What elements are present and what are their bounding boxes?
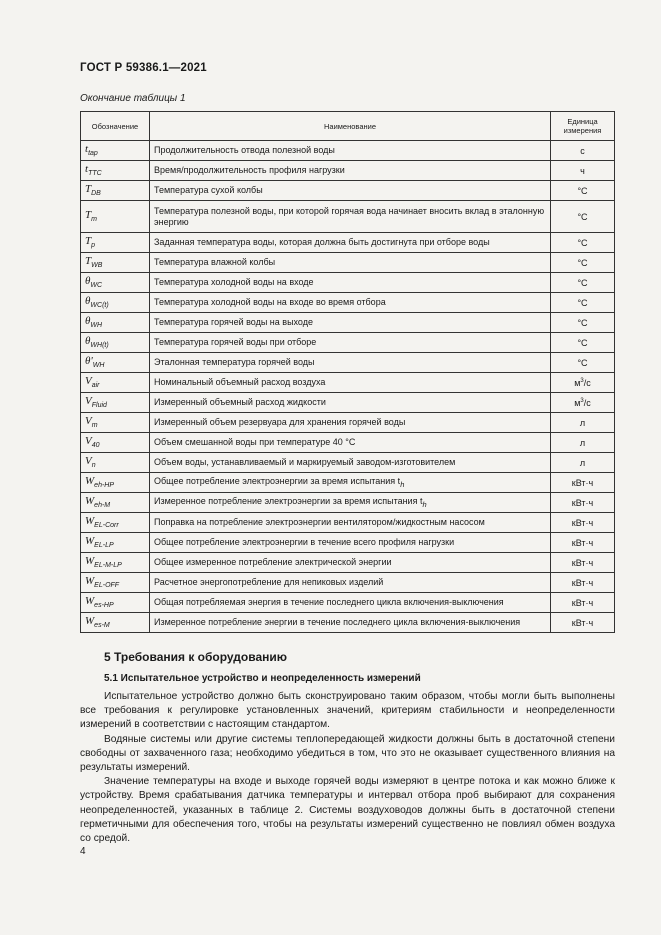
symbol-cell: $T_{WB}$ bbox=[81, 253, 150, 273]
name-cell: Продолжительность отвода полезной воды bbox=[150, 141, 551, 161]
paragraph: Водяные системы или другие системы теплопередающей жидкости должны быть в достаточной степени свободны от захваченного газа; необходимо убедиться в том, что это не оказывает существенного влияния на результаты измерений. bbox=[80, 733, 615, 774]
symbol-cell: $W_{EL-LP}$ bbox=[81, 533, 150, 553]
table-body bbox=[81, 141, 615, 633]
unit-cell: кВт·ч bbox=[551, 613, 615, 633]
symbol-cell: $V_{40}$ bbox=[81, 433, 150, 453]
subsection-title: 5.1 Испытательное устройство и неопределенность измерений bbox=[104, 673, 421, 684]
symbol-cell: $T_m$ bbox=[81, 201, 150, 233]
table-row bbox=[81, 161, 615, 181]
symbol-cell: $t_{TTC}$ bbox=[81, 161, 150, 181]
table-row bbox=[81, 553, 615, 573]
name-cell: Температура полезной воды, при которой горячая вода начинает вносить вклад в эталонную энергию bbox=[150, 201, 551, 233]
name-cell: Время/продолжительность профиля нагрузки bbox=[150, 161, 551, 181]
unit-cell: °C bbox=[551, 353, 615, 373]
symbol-cell: $\theta_{WC(t)}$ bbox=[81, 293, 150, 313]
table-header-row bbox=[81, 112, 615, 141]
name-cell: Заданная температура воды, которая должна быть достигнута при отборе воды bbox=[150, 233, 551, 253]
unit-cell: °C bbox=[551, 313, 615, 333]
table-row bbox=[81, 313, 615, 333]
symbol-cell: $W_{EL-M-LP}$ bbox=[81, 553, 150, 573]
symbol-cell: $W_{eh-HP}$ bbox=[81, 473, 150, 493]
table-row bbox=[81, 593, 615, 613]
table-row bbox=[81, 493, 615, 513]
name-cell: Общее потребление электроэнергии в течение всего профиля нагрузки bbox=[150, 533, 551, 553]
name-cell: Общее потребление электроэнергии за время испытания $t_h$ bbox=[150, 473, 551, 493]
table-row bbox=[81, 273, 615, 293]
symbol-cell: $W_{es-M}$ bbox=[81, 613, 150, 633]
section-body bbox=[80, 690, 615, 846]
unit-cell: ч bbox=[551, 161, 615, 181]
name-cell: Общее измеренное потребление электрической энергии bbox=[150, 553, 551, 573]
name-cell: Номинальный объемный расход воздуха bbox=[150, 373, 551, 393]
symbol-cell: $W_{EL-OFF}$ bbox=[81, 573, 150, 593]
name-cell: Измеренное потребление энергии в течение последнего цикла включения-выключения bbox=[150, 613, 551, 633]
table-row bbox=[81, 473, 615, 493]
symbol-cell: $V_{Fluid}$ bbox=[81, 393, 150, 413]
name-cell: Измеренный объем резервуара для хранения горячей воды bbox=[150, 413, 551, 433]
symbol-cell: $t_{tap}$ bbox=[81, 141, 150, 161]
table-row bbox=[81, 353, 615, 373]
page-number: 4 bbox=[80, 846, 86, 857]
unit-cell: °C bbox=[551, 181, 615, 201]
unit-cell: л bbox=[551, 433, 615, 453]
name-cell: Температура сухой колбы bbox=[150, 181, 551, 201]
section-title: 5 Требования к оборудованию bbox=[104, 650, 287, 664]
unit-cell: кВт·ч bbox=[551, 533, 615, 553]
symbol-cell: $\theta'_{WH}$ bbox=[81, 353, 150, 373]
column-header-name: Наименование bbox=[150, 112, 551, 141]
symbol-cell: $W_{EL-Corr}$ bbox=[81, 513, 150, 533]
symbol-cell: $V_m$ bbox=[81, 413, 150, 433]
name-cell: Измеренное потребление электроэнергии за время испытания $t_h$ bbox=[150, 493, 551, 513]
table-row bbox=[81, 201, 615, 233]
symbol-cell: $\theta_{WC}$ bbox=[81, 273, 150, 293]
unit-cell: $м^3/с$ bbox=[551, 373, 615, 393]
unit-cell: кВт·ч bbox=[551, 593, 615, 613]
table-row bbox=[81, 573, 615, 593]
table-row bbox=[81, 433, 615, 453]
table-row bbox=[81, 513, 615, 533]
table-row bbox=[81, 233, 615, 253]
name-cell: Температура холодной воды на входе bbox=[150, 273, 551, 293]
paragraph: Значение температуры на входе и выходе горячей воды измеряют в центре потока и как можно ближе к устройству. Время срабатывания датчика температуры и интервал отбора проб выбирают для сохранения неопределенностей, указанных в таблице 2. Системы воздуховодов должны быть в достаточной степени герметичными для обеспечения того, чтобы на результаты измерений существенно не повлиял обмен воздуха со средой. bbox=[80, 776, 615, 845]
symbol-cell: $V_n$ bbox=[81, 453, 150, 473]
unit-cell: кВт·ч bbox=[551, 553, 615, 573]
name-cell: Измеренный объемный расход жидкости bbox=[150, 393, 551, 413]
table-row bbox=[81, 613, 615, 633]
document-header: ГОСТ Р 59386.1—2021 bbox=[80, 62, 207, 74]
table-row bbox=[81, 413, 615, 433]
symbols-table bbox=[80, 111, 615, 633]
table-row bbox=[81, 333, 615, 353]
unit-cell: $м^3/с$ bbox=[551, 393, 615, 413]
symbol-cell: $W_{eh-M}$ bbox=[81, 493, 150, 513]
name-cell: Температура холодной воды на входе во время отбора bbox=[150, 293, 551, 313]
paragraph: Испытательное устройство должно быть сконструировано таким образом, чтобы могли быть выполнены все требования к регулировке установленных значений, критериям стабильности и неопределенности измерений в соответствии с настоящим стандартом. bbox=[80, 691, 615, 731]
table-row bbox=[81, 393, 615, 413]
table-row bbox=[81, 181, 615, 201]
table-caption: Окончание таблицы 1 bbox=[80, 93, 186, 104]
unit-cell: кВт·ч bbox=[551, 493, 615, 513]
unit-cell: °C bbox=[551, 333, 615, 353]
table-row bbox=[81, 533, 615, 553]
symbol-cell: $W_{es-HP}$ bbox=[81, 593, 150, 613]
name-cell: Общая потребляемая энергия в течение последнего цикла включения-выключения bbox=[150, 593, 551, 613]
symbol-cell: $T_p$ bbox=[81, 233, 150, 253]
name-cell: Температура влажной колбы bbox=[150, 253, 551, 273]
unit-cell: л bbox=[551, 453, 615, 473]
unit-cell: л bbox=[551, 413, 615, 433]
unit-cell: °C bbox=[551, 233, 615, 253]
unit-cell: кВт·ч bbox=[551, 473, 615, 493]
table-row bbox=[81, 373, 615, 393]
name-cell: Объем смешанной воды при температуре 40 °C bbox=[150, 433, 551, 453]
unit-cell: °C bbox=[551, 273, 615, 293]
column-header-symbol: Обозначение bbox=[81, 112, 150, 141]
name-cell: Расчетное энергопотребление для непиковых изделий bbox=[150, 573, 551, 593]
name-cell: Эталонная температура горячей воды bbox=[150, 353, 551, 373]
column-header-unit: Единица измерения bbox=[551, 112, 615, 141]
symbol-cell: $T_{DB}$ bbox=[81, 181, 150, 201]
symbol-cell: $\theta_{WH(t)}$ bbox=[81, 333, 150, 353]
unit-cell: с bbox=[551, 141, 615, 161]
table-row bbox=[81, 141, 615, 161]
name-cell: Температура горячей воды при отборе bbox=[150, 333, 551, 353]
unit-cell: °C bbox=[551, 253, 615, 273]
unit-cell: кВт·ч bbox=[551, 573, 615, 593]
unit-cell: °C bbox=[551, 293, 615, 313]
table-row bbox=[81, 293, 615, 313]
name-cell: Температура горячей воды на выходе bbox=[150, 313, 551, 333]
unit-cell: °C bbox=[551, 201, 615, 233]
name-cell: Объем воды, устанавливаемый и маркируемый заводом-изготовителем bbox=[150, 453, 551, 473]
symbol-cell: $\theta_{WH}$ bbox=[81, 313, 150, 333]
name-cell: Поправка на потребление электроэнергии вентилятором/жидкостным насосом bbox=[150, 513, 551, 533]
table-row bbox=[81, 453, 615, 473]
table-row bbox=[81, 253, 615, 273]
symbol-cell: $V_{air}$ bbox=[81, 373, 150, 393]
unit-cell: кВт·ч bbox=[551, 513, 615, 533]
